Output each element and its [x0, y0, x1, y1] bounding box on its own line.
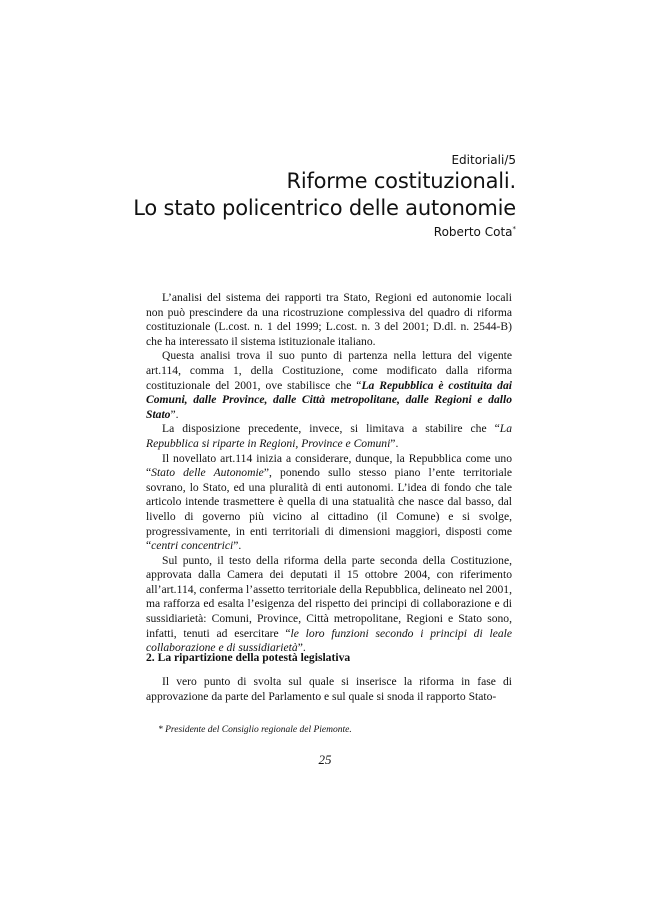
paragraph-4: [146, 452, 512, 554]
paragraph-4-text-e: ”.: [233, 539, 242, 553]
author-footnote-mark: *: [512, 225, 516, 233]
paragraph-2: [146, 349, 512, 422]
paragraph-4-text-a: Il novellato art.114 inizia a considerare, dunque, la Repubblica come uno “: [146, 451, 512, 480]
paragraph-2-text-a: Questa analisi trova il suo punto di partenza nella lettura del vigente art.114, comma 1, della Costituzione, come modificato dalla riforma costituzionale del 2001, ove stabilisce che “: [146, 349, 512, 392]
section-heading: 2. La ripartizione della potestà legislativa: [146, 651, 351, 664]
article-title-line-2: Lo stato policentrico delle autonomie: [133, 196, 516, 220]
paragraph-5-text-c: ”.: [297, 641, 306, 655]
page-number: 25: [318, 752, 332, 767]
article-header: [133, 152, 516, 240]
paragraph-1: L’analisi del sistema dei rapporti tra Stato, Regioni ed autonomie locali non può prescindere da una ricostruzione complessiva del quadro di riforma costituzionale (L.cost. n. 1 del 1999; L.cost. n. 3 del 2001; D.dl. n. 2544-B) che ha interessato il sistema istituzionale italiano.: [146, 291, 512, 348]
article-body: [146, 291, 512, 656]
paragraph-5-quote: le loro funzioni secondo i principi di leale collaborazione e di sussidiarietà: [146, 626, 512, 655]
author-name: [133, 222, 516, 240]
paragraph-2-text-c: ”.: [170, 407, 179, 421]
paragraph-3-text-a: La disposizione precedente, invece, si limitava a stabilire che “: [162, 422, 500, 436]
author-text: Roberto Cota: [433, 225, 513, 239]
paragraph-2-quote: La Repubblica è costituita dai Comuni, dalle Province, dalle Città metropolitane, dalle Regioni e dallo Stato: [146, 378, 512, 421]
section-label: Editoriali/5: [451, 153, 516, 167]
paragraph-5-text-a: Sul punto, il testo della riforma della parte seconda della Costituzione, approvata dalla Camera dei deputati il 15 ottobre 2004, con riferimento all’art.114, conferma l’assetto territoriale della Repubblica, delineato nel 2001, ma rafforza ed esalta l’esigenza del rispetto dei principi di collaborazione e di sussidiarietà: Comuni, Province, Città metropolitane, Regioni e Stato sono, infatti, tenuti ad esercitare “: [146, 553, 512, 640]
paragraph-3-quote: La Repubblica si riparte in Regioni, Province e Comuni: [146, 422, 512, 450]
paragraph-4-quote-1: Stato delle Autonomie: [151, 466, 264, 480]
article-title-line-1: Riforme costituzionali.: [286, 169, 516, 193]
paragraph-5: [146, 554, 512, 656]
paragraph-3-text-c: ”.: [390, 436, 399, 450]
footnote: * Presidente del Consiglio regionale del Piemonte.: [158, 725, 352, 735]
paragraph-3: [146, 422, 512, 451]
paragraph-4-quote-2: centri concentrici: [151, 539, 234, 553]
paragraph-4-text-c: ”, ponendo sullo stesso piano l’ente territoriale sovrano, lo Stato, ed una pluralità di enti autonomi. L’idea di fondo che tale articolo intende trasmettere è quella di una statualità che nasce dal basso, dal livello di governo più vicino al cittadino (il Comune) e si svolge, progressivamente, in enti territoriali di dimensioni maggiori, disposti come “: [146, 466, 513, 553]
section-paragraph: Il vero punto di svolta sul quale si inserisce la riforma in fase di approvazione da parte del Parlamento e sul quale si snoda il rapporto Stato-: [146, 675, 512, 703]
